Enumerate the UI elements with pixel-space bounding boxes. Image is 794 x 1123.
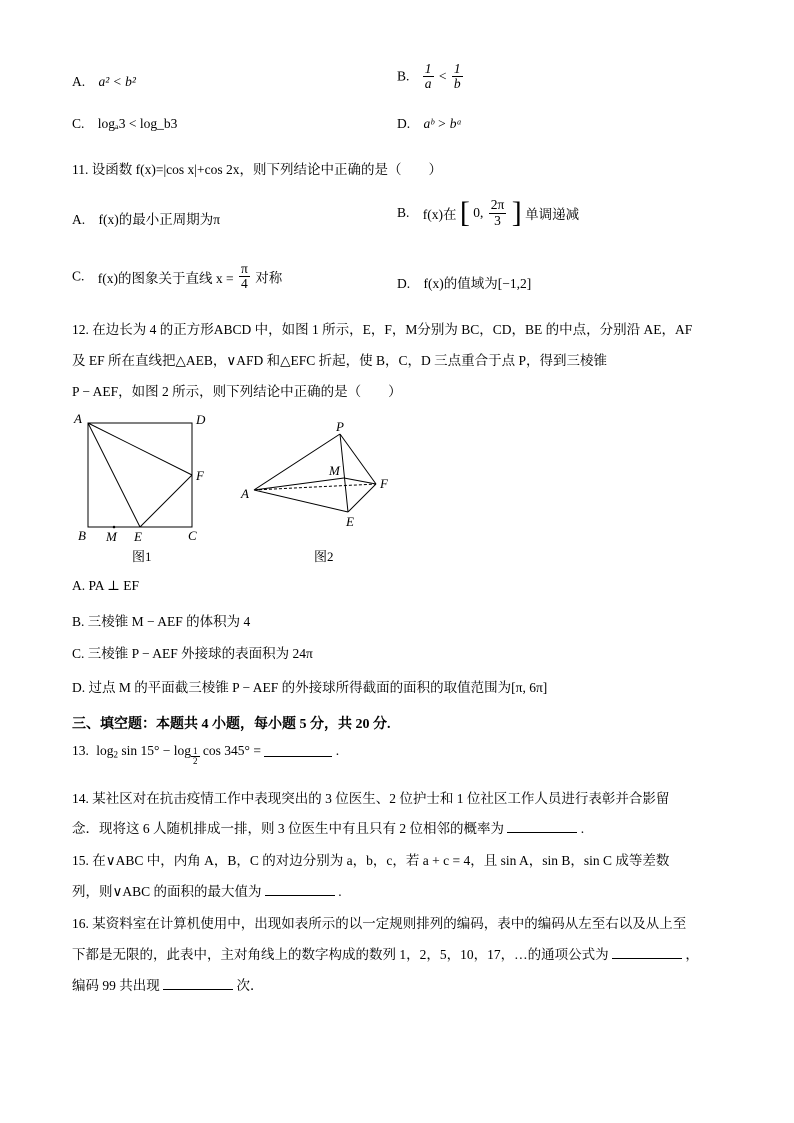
- q10-b-num2: 1: [453, 61, 461, 76]
- q15-line1: 15. 在∨ABC 中，内角 A，B，C 的对边分别为 a，b，c，若 a + c = 4，且 sin A，sin B，sin C 成等差数: [72, 853, 670, 868]
- section-3-title: 三、填空题：本题共 4 小题，每小题 5 分，共 20 分.: [72, 717, 391, 732]
- q11-a-text: f(x)的最小正周期为π: [98, 212, 221, 227]
- q16-line3: [72, 974, 264, 994]
- q10-a-text: a² < b²: [98, 74, 136, 89]
- fig1-label-m: M: [106, 529, 117, 544]
- q13-sub-den: 2: [193, 756, 198, 766]
- q10-b-den2: b: [453, 76, 461, 92]
- q10-option-a: [72, 74, 136, 90]
- q15-end: .: [338, 884, 342, 899]
- q13-prefix: 13.: [72, 742, 89, 758]
- fig1-label-e: E: [134, 529, 142, 544]
- fig1-caption: 图1: [132, 549, 152, 564]
- q12-line3: P − AEF，如图 2 所示，则下列结论中正确的是（ ）: [72, 384, 402, 399]
- fig1-line-ae: [88, 423, 140, 527]
- q11-a-label: A.: [72, 212, 86, 227]
- figure-1: [70, 408, 220, 568]
- q11-b-label: B.: [397, 205, 410, 220]
- fig1-line-ef: [140, 475, 192, 527]
- q15-answer-blank[interactable]: [265, 883, 335, 896]
- fig2-line-ef: [348, 484, 376, 512]
- q11-c-frac: [239, 262, 250, 291]
- q12-option-a: A. PA ⊥ EF: [72, 578, 139, 593]
- q14-answer-blank[interactable]: [507, 820, 577, 833]
- q14-line1: 14. 某社区对在抗击疫情工作中表现突出的 3 位医生、2 位护士和 1 位社区工作人员进行表彰并合影留: [72, 791, 670, 806]
- fig2-line-mf: [344, 478, 376, 484]
- q11-stem: 11. 设函数 f(x)=|cos x|+cos 2x，则下列结论中正确的是（ ）: [72, 162, 442, 177]
- q16-line2: [72, 943, 699, 963]
- q11-c-num: π: [241, 261, 248, 276]
- q11-c-den: 4: [241, 276, 248, 292]
- q11-b-post: 单调递减: [525, 207, 580, 222]
- q13-expr3: cos 345° =: [199, 742, 261, 758]
- q11-c-post: 对称: [255, 270, 283, 286]
- q10-c-label: C.: [72, 116, 85, 131]
- q10-b-frac2: [452, 62, 463, 91]
- q13-sub1: 2: [113, 749, 119, 760]
- q11-b-right-bracket: ]: [511, 196, 522, 229]
- q13-sub-num: 1: [193, 745, 198, 756]
- q11-d-label: D.: [397, 276, 411, 291]
- q15-line2-text: 列，则∨ABC 的面积的最大值为: [72, 884, 262, 899]
- q13-sub-frac: [191, 747, 200, 767]
- fig2-caption: 图2: [314, 549, 334, 564]
- q10-c-text: logₐ3 < log_b3: [97, 116, 178, 131]
- q12-option-d: D. 过点 M 的平面截三棱锥 P − AEF 的外接球所得截面的面积的取值范围为[π, 6π]: [72, 680, 548, 695]
- q14-end: .: [580, 821, 585, 836]
- q10-b-label: B.: [397, 68, 410, 84]
- q13-expr2: sin 15° − log: [118, 742, 192, 758]
- q10-b-op: <: [438, 68, 447, 84]
- q12-line2: 及 EF 所在直线把△AEB，∨AFD 和△EFC 折起，使 B，C，D 三点重合于点 P，得到三棱锥: [72, 353, 608, 368]
- fig1-label-c: C: [188, 528, 197, 543]
- fig2-line-ap: [254, 434, 340, 490]
- fig1-point-m: [113, 526, 116, 529]
- q16-answer-blank-2[interactable]: [163, 977, 233, 990]
- q11-option-d: [397, 272, 531, 292]
- q15-line2: [72, 880, 342, 900]
- fig1-label-a: A: [74, 411, 82, 426]
- q11-b-frac: [489, 198, 507, 227]
- q10-d-text: aᵇ > bᵃ: [423, 116, 462, 131]
- fig1-square: [88, 423, 192, 527]
- q11-c-label: C.: [72, 268, 85, 284]
- fig1-label-f: F: [196, 468, 204, 483]
- q16-answer-blank-1[interactable]: [612, 946, 682, 959]
- figure-2: [236, 418, 406, 568]
- q14-line2: [72, 817, 584, 837]
- q16-line3-end: 次．: [236, 978, 264, 993]
- q14-line2-text: 念．现将这 6 人随机排成一排，则 3 位医生中有且只有 2 位相邻的概率为: [72, 821, 504, 836]
- q13-answer-blank[interactable]: [264, 744, 332, 757]
- q16-line2-end: ，: [685, 947, 699, 962]
- fig2-line-pe: [340, 434, 348, 512]
- q11-b-left-bracket: [: [459, 196, 470, 229]
- q11-b-int-left: 0,: [473, 205, 484, 220]
- fig1-label-d: D: [196, 412, 206, 427]
- q12-option-c: C. 三棱锥 P − AEF 外接球的表面积为 24π: [72, 646, 313, 661]
- q10-b-frac1: [423, 62, 434, 91]
- q13-line: [72, 742, 339, 766]
- q10-a-label: A.: [72, 74, 86, 89]
- fig2-line-af-hidden: [254, 484, 376, 490]
- q12-option-b: B. 三棱锥 M − AEF 的体积为 4: [72, 614, 251, 629]
- q11-option-b: [397, 196, 579, 230]
- fig2-line-pf: [340, 434, 376, 484]
- q11-b-num: 2π: [490, 197, 505, 213]
- fig2-label-e: E: [346, 514, 354, 529]
- q11-option-c: [72, 262, 282, 291]
- q16-line3-pre: 编码 99 共出现: [72, 978, 160, 993]
- q16-line1: 16. 某资料室在计算机使用中，出现如表所示的以一定规则排列的编码，表中的编码从左至右以及从上至: [72, 916, 687, 931]
- q11-option-a: [72, 208, 220, 228]
- fig2-label-p: P: [336, 419, 344, 434]
- q13-end: .: [335, 742, 340, 758]
- q10-d-label: D.: [397, 116, 411, 131]
- q11-d-text: f(x)的值域为[−1,2]: [423, 276, 532, 291]
- fig1-label-b: B: [78, 528, 86, 543]
- q10-option-b: [397, 62, 465, 91]
- q13-expr1: log: [96, 742, 114, 758]
- fig1-line-af: [88, 423, 192, 475]
- fig2-label-m: M: [329, 463, 340, 478]
- fig2-label-f: F: [380, 476, 388, 491]
- q11-b-den: 3: [494, 212, 501, 228]
- q10-b-num1: 1: [424, 61, 432, 76]
- q10-b-den1: a: [424, 76, 432, 92]
- q12-line1: 12. 在边长为 4 的正方形ABCD 中，如图 1 所示，E，F，M分别为 BC，CD，BE 的中点，分别沿 AE，AF: [72, 322, 693, 337]
- fig2-label-a: A: [241, 486, 249, 501]
- q16-line2-text: 下都是无限的，此表中，主对角线上的数字构成的数列 1，2，5，10，17，…的通项公式为: [72, 947, 609, 962]
- q10-option-d: [397, 116, 462, 132]
- fig2-line-ae: [254, 490, 348, 512]
- q11-c-pre: f(x)的图象关于直线 x =: [97, 270, 234, 286]
- q11-b-pre: f(x)在: [422, 207, 457, 222]
- q10-option-c: [72, 116, 177, 132]
